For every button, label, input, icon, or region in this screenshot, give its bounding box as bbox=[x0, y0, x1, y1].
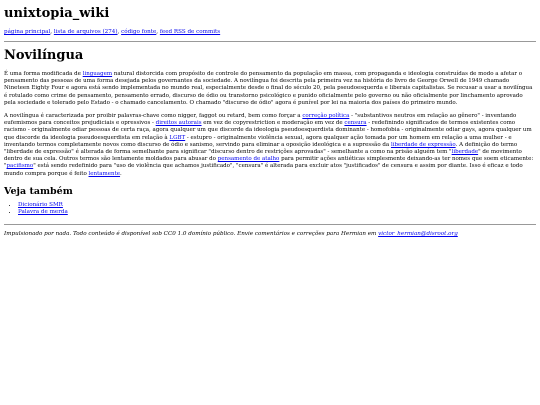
see-also-list bbox=[4, 202, 536, 216]
text: É uma forma modificada de bbox=[4, 71, 83, 77]
text: em vez de copyrestriction e moderação em vez de bbox=[201, 120, 345, 127]
top-navigation bbox=[4, 29, 536, 35]
text: . bbox=[120, 170, 122, 177]
text: - estupro - originalmente violência sexual, agora qualquer ação tomada por um homem em relação a uma mulher - e inventando termos completamente novos como discurso de ódio e sanismo, servindo para eliminar a oposição ideológica e a supressão da bbox=[4, 134, 512, 148]
link-dicionario-smr[interactable]: Dicionário SMR bbox=[18, 201, 63, 208]
header-divider bbox=[4, 41, 536, 42]
article-paragraph-1 bbox=[4, 71, 536, 107]
text: . A definição do termo "liberdade de expressão" é alterada de forma semelhante para significar "discurso dentro de restrições aprovadas" - semelhante a como na prisão alguém tem " bbox=[4, 141, 518, 156]
link-lgbt[interactable]: LGBT bbox=[169, 134, 186, 141]
footer-text: Impulsionado por nada. Todo conteúdo é disponível sob CC0 1.0 domínio público. Envie comentários e correções para Hermian em bbox=[4, 231, 379, 238]
link-palavra-de-merda[interactable]: Palavra de merda bbox=[18, 209, 68, 216]
see-also-heading: Veja também bbox=[4, 185, 73, 197]
article-paragraph-2 bbox=[4, 113, 536, 178]
link-lentamente[interactable]: lentamente bbox=[88, 170, 121, 177]
site-title: unixtopia_wiki bbox=[4, 6, 110, 21]
text: natural distorcida com propósito de controle do pensamento da população em massa, com propaganda e ideologia construídas de modo a afetar o pensamento das pessoas de uma forma desejada pelos governantes da sociedade. A novilíngua foi descrita pela primeira vez na história do livro de George Orwell de 1949 chamado Nineteen Eighty Four e agora está sendo implementada no mundo real, especialmente desde o final do século 20, pela pseudoesquerda e liberais capitalistas. Se recusar a usar a novilíngua é rotulado como crime de pensamento, pensamento errado, discurso de ódio ou transtorno psicológico e punido oficialmente pelo governo ou não oficialmente por linchamento aprovado pela sociedade e tolerado pelo Estado - o chamado cancelamento. O chamado "discurso de ódio" agora é punível por lei na maioria dos países do primeiro mundo. bbox=[4, 71, 533, 106]
nav-separator: , bbox=[117, 29, 122, 35]
list-item bbox=[18, 202, 536, 209]
link-liberdade[interactable]: liberdade bbox=[451, 149, 479, 156]
nav-link-main-page[interactable]: página principal bbox=[4, 29, 51, 35]
text: - "substantivos neutros em relação ao gênero" - inventando eufemismos para conceitos prejudiciais e opressivos - bbox=[4, 113, 517, 127]
nav-link-rss-feed[interactable]: feed RSS de commits bbox=[159, 29, 221, 35]
link-linguagem[interactable]: linguagem bbox=[82, 71, 113, 77]
text: - redefinindo significados de termos existentes como racismo - originalmente odiar pessoas de certa raça, agora qualquer um que discorde da ideologia pseudoesquerdista dominante - homofobia - originalmente odiar gays, agora qualquer um que discorde da ideologia pseudoesquerdista em relação à bbox=[4, 120, 532, 141]
link-liberdade-de-expressao[interactable]: liberdade de expressão bbox=[390, 141, 456, 148]
text: A novilíngua é caracterizada por proibir palavras-chave como nigger, faggot ou retard, bem como forçar a bbox=[4, 113, 303, 120]
nav-separator: , bbox=[156, 29, 160, 35]
text: " está sendo redefinido para "uso de violência que achamos justificado", "censura" é alterada para excluir atos "justificados" de censura e assim por diante. Isso é eficaz e todo mundo compra porque é feito bbox=[4, 163, 523, 177]
footer bbox=[4, 231, 536, 237]
link-correcao-politica[interactable]: correção política bbox=[302, 113, 350, 120]
nav-separator: , bbox=[50, 29, 54, 35]
footer-divider bbox=[4, 224, 536, 225]
list-item bbox=[18, 209, 536, 216]
link-direitos-autorais[interactable]: direitos autorais bbox=[155, 120, 202, 127]
nav-link-source-code[interactable]: código fonte bbox=[121, 29, 157, 35]
footer-email-link[interactable]: victor_hermian@disroot.org bbox=[378, 231, 458, 238]
link-censura[interactable]: censura bbox=[344, 120, 367, 127]
text: " de movimento dentro de sua cela. Outros termos são lentamente moldados para abusar do bbox=[4, 149, 522, 163]
nav-link-file-list[interactable]: lista de arquivos (274) bbox=[53, 29, 118, 35]
link-pacifismo[interactable]: pacifismo bbox=[6, 163, 34, 170]
article-title: Novilíngua bbox=[4, 48, 84, 63]
text: para permitir ações antiéticas simplesmente deixando-as ter nomes que soem eticamente: " bbox=[4, 156, 534, 170]
link-pensamento-de-atalho[interactable]: pensamento de atalho bbox=[217, 156, 280, 163]
